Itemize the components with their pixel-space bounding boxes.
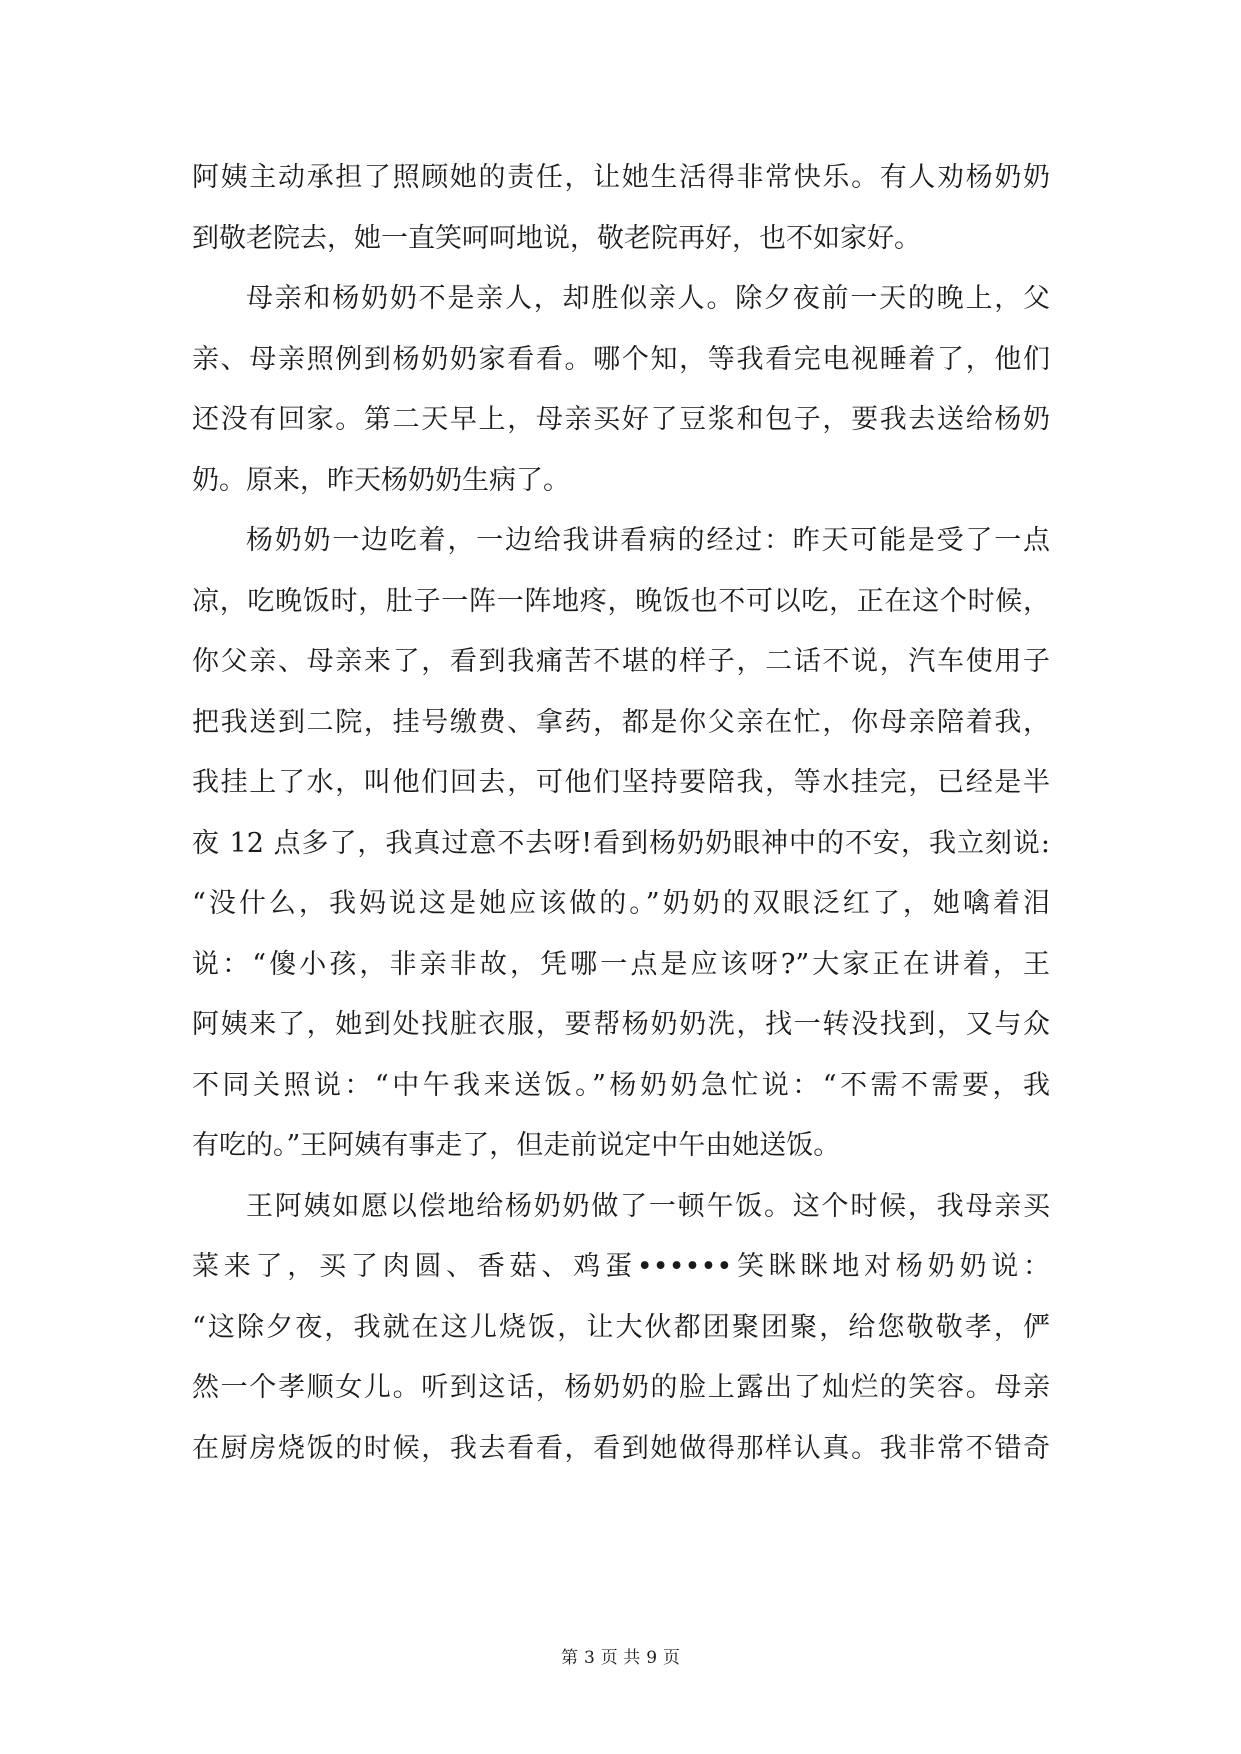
text-line: 阿姨主动承担了照顾她的责任，让她生活得非常快乐。有人劝杨奶奶 xyxy=(192,162,1050,193)
text-line: 奶。原来，昨天杨奶奶生病了。 xyxy=(192,464,570,496)
text-line: “这除夕夜，我就在这儿烧饭，让大伙都团聚团聚，给您敬敬孝，俨 xyxy=(192,1311,1050,1343)
text-line: 说：“傻小孩，非亲非故，凭哪一点是应该呀?”大家正在讲着，王 xyxy=(192,948,1050,980)
footer-total-pages: 9 xyxy=(646,1648,658,1668)
text-line: 亲、母亲照例到杨奶奶家看看。哪个知，等我看完电视睡着了，他们 xyxy=(192,343,1050,375)
text-line: 你父亲、母亲来了，看到我痛苦不堪的样子，二话不说，汽车使用子 xyxy=(192,646,1050,677)
text-line: 杨奶奶一边吃着，一边给我讲看病的经过：昨天可能是受了一点 xyxy=(246,525,1050,556)
text-line: 还没有回家。第二天早上，母亲买好了豆浆和包子，要我去送给杨奶 xyxy=(192,404,1050,435)
text-line: 母亲和杨奶奶不是亲人，却胜似亲人。除夕夜前一天的晚上，父 xyxy=(246,283,1050,314)
text-line: 我挂上了水，叫他们回去，可他们坚持要陪我，等水挂完，已经是半 xyxy=(192,767,1050,798)
footer-current-page: 3 xyxy=(583,1648,595,1668)
text-line: 把我送到二院，挂号缴费、拿药，都是你父亲在忙，你母亲陪着我， xyxy=(192,706,1050,738)
text-line: 不同关照说：“中午我来送饭。”杨奶奶急忙说：“不需不需要，我 xyxy=(192,1069,1050,1101)
text-line: 夜 12 点多了，我真过意不去呀!看到杨奶奶眼神中的不安，我立刻说: xyxy=(192,827,1050,859)
page-footer xyxy=(0,1646,1241,1670)
text-line: “没什么，我妈说这是她应该做的。”奶奶的双眼泛红了，她噙着泪 xyxy=(192,888,1050,919)
footer-prefix: 第 xyxy=(560,1648,578,1668)
document-body xyxy=(192,148,1050,1479)
footer-suffix: 页 xyxy=(663,1648,681,1668)
text-line: 阿姨来了，她到处找脏衣服，要帮杨奶奶洗，找一转没找到，又与众 xyxy=(192,1009,1050,1040)
text-line: 有吃的。”王阿姨有事走了，但走前说定中午由她送饭。 xyxy=(192,1130,841,1161)
text-line: 凉，吃晚饭时，肚子一阵一阵地疼，晚饭也不可以吃，正在这个时候， xyxy=(192,585,1050,617)
text-line: 王阿姨如愿以偿地给杨奶奶做了一顿午饭。这个时候，我母亲买 xyxy=(246,1190,1050,1222)
text-line: 然一个孝顺女儿。听到这话，杨奶奶的脸上露出了灿烂的笑容。母亲 xyxy=(192,1372,1050,1403)
text-line: 在厨房烧饭的时候，我去看看，看到她做得那样认真。我非常不错奇 xyxy=(192,1432,1050,1464)
text-line: 菜来了，买了肉圆、香菇、鸡蛋••••••笑眯眯地对杨奶奶说： xyxy=(192,1251,1050,1282)
footer-middle: 页 共 xyxy=(600,1648,641,1668)
text-line: 到敬老院去，她一直笑呵呵地说，敬老院再好，也不如家好。 xyxy=(192,222,921,254)
